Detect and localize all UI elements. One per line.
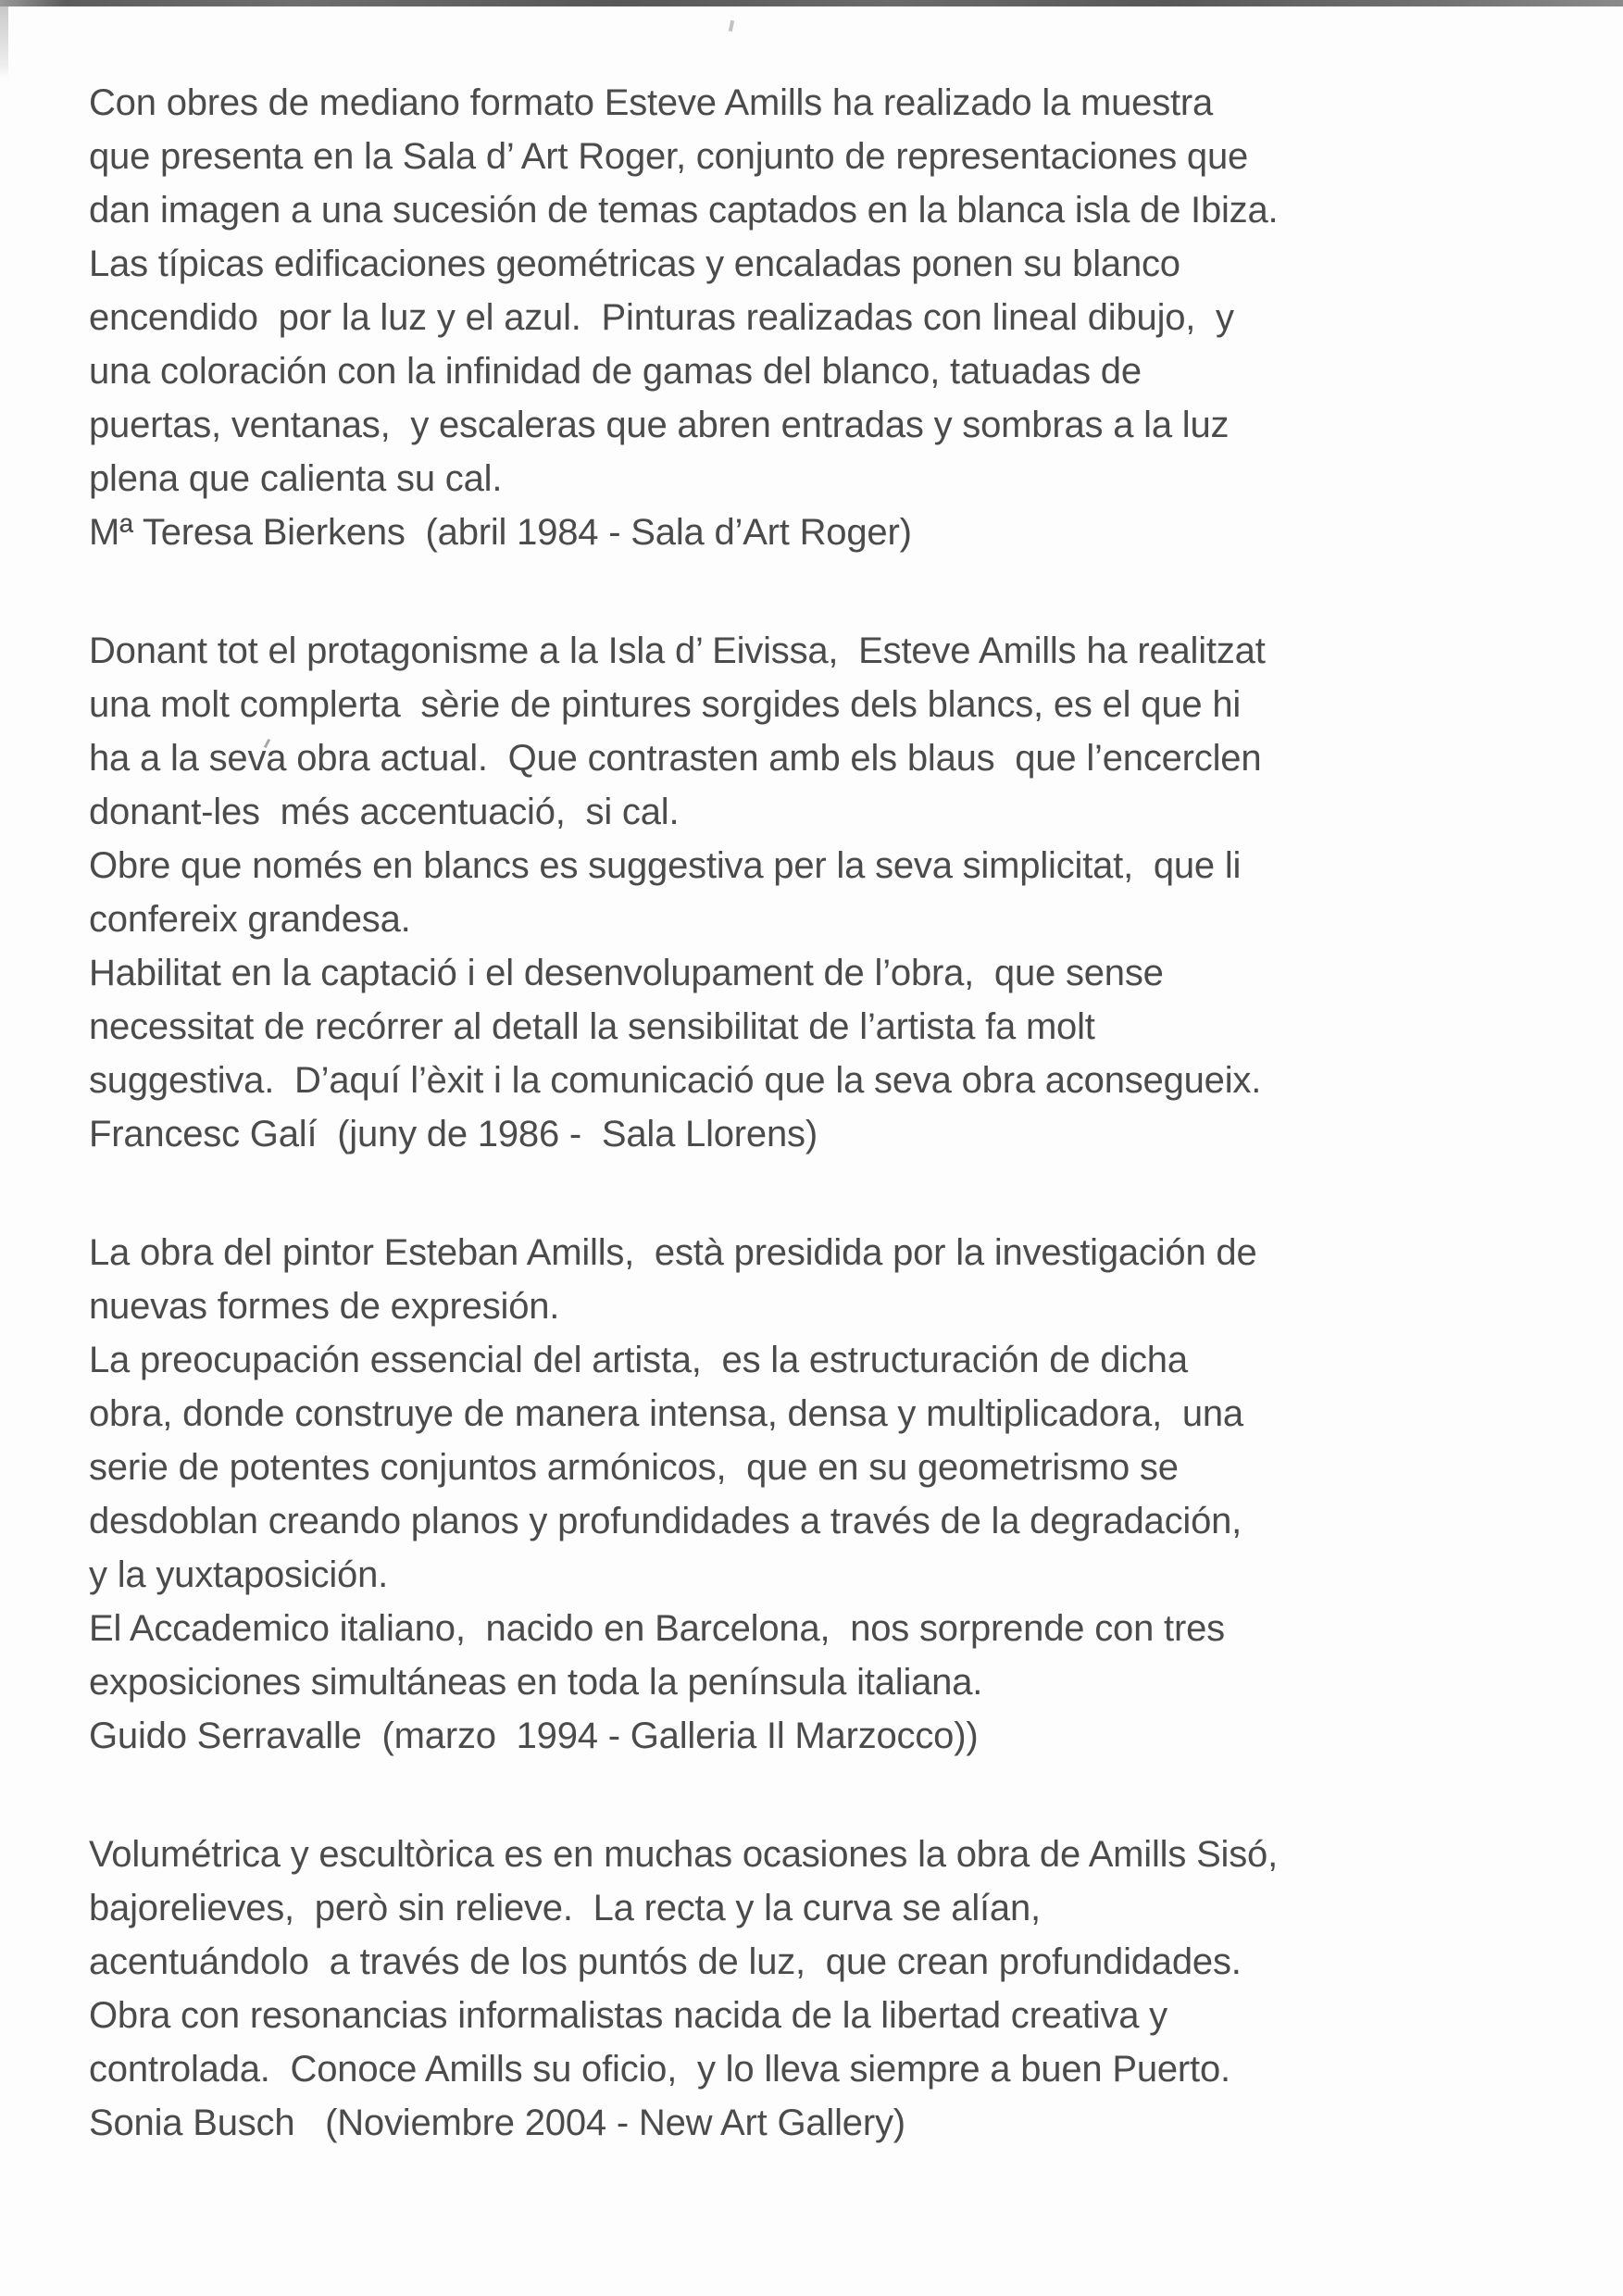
text-line: Habilitat en la captació i el desenvolupament de l’obra, que sense bbox=[89, 953, 1164, 993]
text-line: una molt complerta sèrie de pintures sorgides dels blancs, es el que hi bbox=[89, 684, 1242, 725]
text-line: desdoblan creando planos y profundidades a través de la degradación, bbox=[89, 1501, 1242, 1541]
text-line: Obra con resonancias informalistas nacida de la libertad creativa y bbox=[89, 1995, 1167, 2036]
text-line: Obre que només en blancs es suggestiva per la seva simplicitat, que li bbox=[89, 845, 1242, 886]
text-line: controlada. Conoce Amills su oficio, y lo lleva siempre a buen Puerto. bbox=[89, 2049, 1230, 2090]
text-line: dan imagen a una sucesión de temas captados en la blanca isla de Ibiza. bbox=[89, 190, 1279, 231]
attribution-line: Sonia Busch (Noviembre 2004 - New Art Gallery) bbox=[89, 2103, 905, 2143]
text-line: Donant tot el protagonisme a la Isla d’ Eivissa, Esteve Amills ha realitzat bbox=[89, 630, 1266, 671]
text-line: ha a la seva obra actual. Que contrasten amb els blaus que l’encerclen bbox=[89, 738, 1262, 779]
attribution-line: Francesc Galí (juny de 1986 - Sala Llorens) bbox=[89, 1114, 818, 1154]
text-line: puertas, ventanas, y escaleras que abren entradas y sombras a la luz bbox=[89, 405, 1230, 445]
text-line: una coloración con la infinidad de gamas del blanco, tatuadas de bbox=[89, 351, 1142, 392]
quote-francesc-gali bbox=[89, 624, 1521, 1161]
text-line: serie de potentes conjuntos armónicos, que en su geometrismo se bbox=[89, 1447, 1179, 1488]
text-line: nuevas formes de expresión. bbox=[89, 1286, 560, 1327]
text-line: obra, donde construye de manera intensa, densa y multiplicadora, una bbox=[89, 1393, 1243, 1434]
document-text bbox=[89, 76, 1521, 2215]
text-line: Volumétrica y escultòrica es en muchas ocasiones la obra de Amills Sisó, bbox=[89, 1834, 1278, 1875]
attribution-line: Guido Serravalle (marzo 1994 - Galleria Il Marzocco)) bbox=[89, 1716, 979, 1756]
attribution-line: Mª Teresa Bierkens (abril 1984 - Sala d’Art Roger) bbox=[89, 512, 912, 553]
text-line: Las típicas edificaciones geométricas y encaladas ponen su blanco bbox=[89, 243, 1180, 284]
text-line: donant-les més accentuació, si cal. bbox=[89, 792, 680, 832]
text-line: y la yuxtaposición. bbox=[89, 1554, 389, 1595]
text-line: El Accademico italiano, nacido en Barcelona, nos sorprende con tres bbox=[89, 1608, 1225, 1649]
quote-sonia-busch bbox=[89, 1828, 1521, 2150]
scan-speck-artifact bbox=[729, 20, 734, 32]
text-line: plena que calienta su cal. bbox=[89, 458, 503, 499]
text-line: La preocupación essencial del artista, es la estructuración de dicha bbox=[89, 1340, 1188, 1380]
text-line: Con obres de mediano formato Esteve Amills ha realizado la muestra bbox=[89, 82, 1214, 123]
text-line: necessitat de recórrer al detall la sensibilitat de l’artista fa molt bbox=[89, 1006, 1095, 1047]
text-line: encendido por la luz y el azul. Pinturas realizadas con lineal dibujo, y bbox=[89, 297, 1234, 338]
text-line: bajorelieves, però sin relieve. La recta y la curva se alían, bbox=[89, 1888, 1041, 1928]
text-line: La obra del pintor Esteban Amills, està presidida por la investigación de bbox=[89, 1232, 1257, 1273]
text-line: acentuándolo a través de los puntós de luz, que crean profundidades. bbox=[89, 1941, 1242, 1982]
scan-top-edge-artifact bbox=[0, 0, 1623, 6]
text-line: que presenta en la Sala d’ Art Roger, conjunto de representaciones que bbox=[89, 136, 1249, 177]
quote-ma-teresa-bierkens bbox=[89, 76, 1521, 559]
text-line: confereix grandesa. bbox=[89, 899, 411, 940]
quote-guido-serravalle bbox=[89, 1226, 1521, 1763]
scan-corner-smudge-artifact bbox=[0, 6, 8, 79]
text-line: suggestiva. D’aquí l’èxit i la comunicació que la seva obra aconsegueix. bbox=[89, 1060, 1262, 1101]
text-line: exposiciones simultáneas en toda la península italiana. bbox=[89, 1662, 983, 1703]
